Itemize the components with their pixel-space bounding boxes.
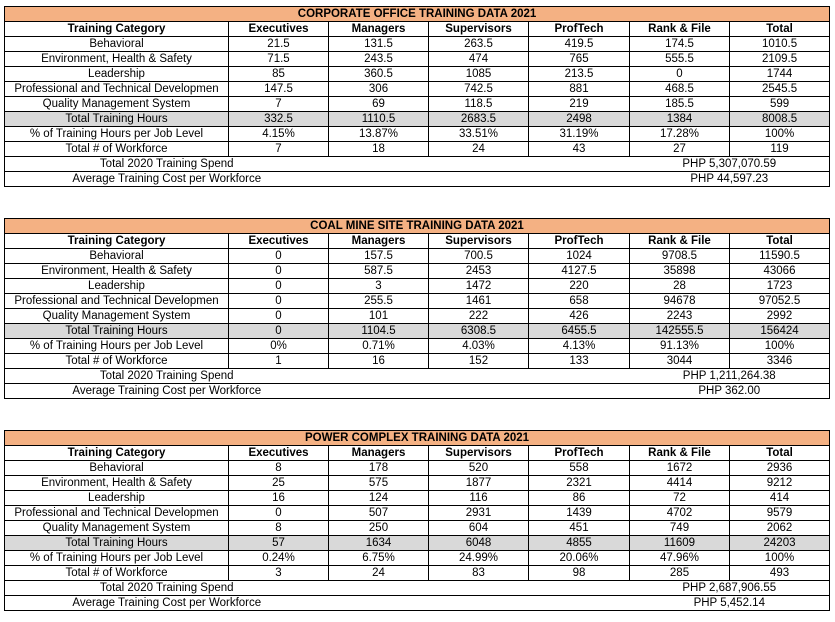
cell-rank-and-file[interactable]: 174.5 xyxy=(630,37,730,52)
table-row xyxy=(5,249,830,264)
spend-row xyxy=(5,369,830,384)
cell-proftech[interactable]: 133 xyxy=(529,354,630,369)
cell-total[interactable]: 9212 xyxy=(730,476,830,491)
cell-managers[interactable]: 6.75% xyxy=(329,551,429,566)
table-row xyxy=(5,37,830,52)
cell-executives[interactable]: 0 xyxy=(229,506,329,521)
cell-executives[interactable]: 16 xyxy=(229,491,329,506)
cell-total[interactable]: 1744 xyxy=(730,67,830,82)
cell-managers[interactable]: 507 xyxy=(329,506,429,521)
row-label[interactable]: Environment, Health & Safety xyxy=(5,264,229,279)
cell-total[interactable]: 119 xyxy=(730,142,830,157)
cell-proftech[interactable]: 419.5 xyxy=(529,37,630,52)
row-label[interactable]: Professional and Technical Developmen xyxy=(5,294,229,309)
column-header-total[interactable]: Total xyxy=(730,22,830,37)
cell-proftech[interactable]: 31.19% xyxy=(529,127,630,142)
cell-executives[interactable]: 1 xyxy=(229,354,329,369)
cell-managers[interactable]: 16 xyxy=(329,354,429,369)
cell-supervisors[interactable]: 24.99% xyxy=(429,551,529,566)
column-header-managers[interactable]: Managers xyxy=(329,446,429,461)
cell-executives[interactable]: 8 xyxy=(229,461,329,476)
column-header-proftech[interactable]: ProfTech xyxy=(529,234,630,249)
row-label[interactable]: Leadership xyxy=(5,279,229,294)
cell-proftech[interactable]: 6455.5 xyxy=(529,324,630,339)
cell-proftech[interactable]: 43 xyxy=(529,142,630,157)
column-header-executives[interactable]: Executives xyxy=(229,22,329,37)
column-header-executives[interactable]: Executives xyxy=(229,234,329,249)
cell-executives[interactable]: 4.15% xyxy=(229,127,329,142)
cell-total[interactable]: 156424 xyxy=(730,324,830,339)
cell-rank-and-file[interactable]: 28 xyxy=(630,279,730,294)
cell-supervisors[interactable]: 222 xyxy=(429,309,529,324)
cell-executives[interactable]: 0 xyxy=(229,249,329,264)
cell-proftech[interactable]: 558 xyxy=(529,461,630,476)
cell-executives[interactable]: 0 xyxy=(229,264,329,279)
column-header-category[interactable]: Training Category xyxy=(5,446,229,461)
cell-proftech[interactable]: 451 xyxy=(529,521,630,536)
cell-rank-and-file[interactable]: 555.5 xyxy=(630,52,730,67)
cell-managers[interactable]: 101 xyxy=(329,309,429,324)
table-row xyxy=(5,491,830,506)
table-row xyxy=(5,521,830,536)
cell-supervisors[interactable]: 2453 xyxy=(429,264,529,279)
table-row xyxy=(5,82,830,97)
table-row xyxy=(5,476,830,491)
spend-label[interactable]: Total 2020 Training Spend xyxy=(5,369,329,384)
cell-executives[interactable]: 57 xyxy=(229,536,329,551)
cell-managers[interactable]: 575 xyxy=(329,476,429,491)
cell-total[interactable]: 2545.5 xyxy=(730,82,830,97)
training-table xyxy=(4,6,830,187)
cell-rank-and-file[interactable]: 4702 xyxy=(630,506,730,521)
cell-supervisors[interactable]: 33.51% xyxy=(429,127,529,142)
table-row xyxy=(5,506,830,521)
training-table xyxy=(4,218,830,399)
cell-managers[interactable]: 0.71% xyxy=(329,339,429,354)
cell-total[interactable]: 493 xyxy=(730,566,830,581)
cell-proftech[interactable]: 1439 xyxy=(529,506,630,521)
cell-total[interactable]: 100% xyxy=(730,339,830,354)
avg-cost-row xyxy=(5,384,830,399)
cell-managers[interactable]: 1110.5 xyxy=(329,112,429,127)
cell-proftech[interactable]: 4855 xyxy=(529,536,630,551)
column-header-proftech[interactable]: ProfTech xyxy=(529,22,630,37)
avg-cost-row xyxy=(5,172,830,187)
avg-cost-value[interactable]: PHP 5,452.14 xyxy=(630,596,830,611)
cell-supervisors[interactable]: 116 xyxy=(429,491,529,506)
cell-supervisors[interactable]: 700.5 xyxy=(429,249,529,264)
percent-row xyxy=(5,339,830,354)
row-label[interactable]: Environment, Health & Safety xyxy=(5,476,229,491)
training-table xyxy=(4,430,830,611)
percent-row xyxy=(5,551,830,566)
row-label[interactable]: Total # of Workforce xyxy=(5,566,229,581)
cell-executives[interactable]: 7 xyxy=(229,97,329,112)
cell-managers[interactable]: 243.5 xyxy=(329,52,429,67)
cell-managers[interactable]: 3 xyxy=(329,279,429,294)
cell-executives[interactable]: 0 xyxy=(229,309,329,324)
table-row xyxy=(5,294,830,309)
cell-supervisors[interactable]: 1472 xyxy=(429,279,529,294)
spend-label[interactable]: Total 2020 Training Spend xyxy=(5,157,329,172)
column-header-supervisors[interactable]: Supervisors xyxy=(429,22,529,37)
blank-cell[interactable] xyxy=(329,581,630,596)
cell-proftech[interactable]: 2498 xyxy=(529,112,630,127)
cell-proftech[interactable]: 881 xyxy=(529,82,630,97)
total-hours-row xyxy=(5,536,830,551)
cell-supervisors[interactable]: 2683.5 xyxy=(429,112,529,127)
cell-proftech[interactable]: 765 xyxy=(529,52,630,67)
row-label[interactable]: Behavioral xyxy=(5,37,229,52)
spend-value[interactable]: PHP 1,211,264.38 xyxy=(630,369,830,384)
cell-rank-and-file[interactable]: 47.96% xyxy=(630,551,730,566)
cell-executives[interactable]: 25 xyxy=(229,476,329,491)
cell-managers[interactable]: 69 xyxy=(329,97,429,112)
cell-supervisors[interactable]: 1461 xyxy=(429,294,529,309)
cell-total[interactable]: 8008.5 xyxy=(730,112,830,127)
table-title[interactable]: COAL MINE SITE TRAINING DATA 2021 xyxy=(5,219,830,234)
total-hours-row xyxy=(5,112,830,127)
cell-supervisors[interactable]: 742.5 xyxy=(429,82,529,97)
table-row xyxy=(5,52,830,67)
total-hours-row xyxy=(5,324,830,339)
row-label[interactable]: Quality Management System xyxy=(5,521,229,536)
spend-value[interactable]: PHP 2,687,906.55 xyxy=(630,581,830,596)
cell-rank-and-file[interactable]: 142555.5 xyxy=(630,324,730,339)
avg-cost-label[interactable]: Average Training Cost per Workforce xyxy=(5,384,329,399)
cell-rank-and-file[interactable]: 3044 xyxy=(630,354,730,369)
cell-supervisors[interactable]: 118.5 xyxy=(429,97,529,112)
cell-supervisors[interactable]: 1877 xyxy=(429,476,529,491)
cell-supervisors[interactable]: 263.5 xyxy=(429,37,529,52)
cell-managers[interactable]: 1634 xyxy=(329,536,429,551)
cell-proftech[interactable]: 1024 xyxy=(529,249,630,264)
cell-total[interactable]: 1723 xyxy=(730,279,830,294)
cell-rank-and-file[interactable]: 72 xyxy=(630,491,730,506)
cell-proftech[interactable]: 20.06% xyxy=(529,551,630,566)
cell-rank-and-file[interactable]: 94678 xyxy=(630,294,730,309)
cell-rank-and-file[interactable]: 4414 xyxy=(630,476,730,491)
cell-executives[interactable]: 8 xyxy=(229,521,329,536)
row-label[interactable]: Behavioral xyxy=(5,461,229,476)
column-header-supervisors[interactable]: Supervisors xyxy=(429,234,529,249)
cell-executives[interactable]: 0 xyxy=(229,279,329,294)
cell-total[interactable]: 1010.5 xyxy=(730,37,830,52)
cell-total[interactable]: 2992 xyxy=(730,309,830,324)
workforce-row xyxy=(5,566,830,581)
column-header-rank-and-file[interactable]: Rank & File xyxy=(630,22,730,37)
cell-supervisors[interactable]: 604 xyxy=(429,521,529,536)
row-label[interactable]: Quality Management System xyxy=(5,97,229,112)
cell-managers[interactable]: 178 xyxy=(329,461,429,476)
cell-proftech[interactable]: 4127.5 xyxy=(529,264,630,279)
cell-total[interactable]: 24203 xyxy=(730,536,830,551)
cell-total[interactable]: 9579 xyxy=(730,506,830,521)
cell-executives[interactable]: 71.5 xyxy=(229,52,329,67)
cell-executives[interactable]: 0 xyxy=(229,294,329,309)
table-title[interactable]: POWER COMPLEX TRAINING DATA 2021 xyxy=(5,431,830,446)
cell-executives[interactable]: 0 xyxy=(229,324,329,339)
row-label[interactable]: Behavioral xyxy=(5,249,229,264)
row-label[interactable]: Leadership xyxy=(5,67,229,82)
row-label[interactable]: Leadership xyxy=(5,491,229,506)
row-label[interactable]: Total Training Hours xyxy=(5,112,229,127)
cell-total[interactable]: 2936 xyxy=(730,461,830,476)
avg-cost-row xyxy=(5,596,830,611)
table-row xyxy=(5,97,830,112)
cell-executives[interactable]: 0.24% xyxy=(229,551,329,566)
blank-cell[interactable] xyxy=(329,596,630,611)
row-label[interactable]: % of Training Hours per Job Level xyxy=(5,551,229,566)
spend-row xyxy=(5,581,830,596)
row-label[interactable]: Total Training Hours xyxy=(5,536,229,551)
cell-supervisors[interactable]: 152 xyxy=(429,354,529,369)
cell-total[interactable]: 100% xyxy=(730,127,830,142)
column-header-total[interactable]: Total xyxy=(730,234,830,249)
cell-managers[interactable]: 255.5 xyxy=(329,294,429,309)
cell-total[interactable]: 2062 xyxy=(730,521,830,536)
avg-cost-label[interactable]: Average Training Cost per Workforce xyxy=(5,596,329,611)
table-row xyxy=(5,279,830,294)
column-header-rank-and-file[interactable]: Rank & File xyxy=(630,234,730,249)
cell-executives[interactable]: 7 xyxy=(229,142,329,157)
row-label[interactable]: Total Training Hours xyxy=(5,324,229,339)
table-row xyxy=(5,264,830,279)
cell-managers[interactable]: 18 xyxy=(329,142,429,157)
blank-cell[interactable] xyxy=(329,369,630,384)
cell-executives[interactable]: 147.5 xyxy=(229,82,329,97)
cell-proftech[interactable]: 658 xyxy=(529,294,630,309)
table-row xyxy=(5,461,830,476)
cell-rank-and-file[interactable]: 1384 xyxy=(630,112,730,127)
cell-total[interactable]: 97052.5 xyxy=(730,294,830,309)
cell-rank-and-file[interactable]: 9708.5 xyxy=(630,249,730,264)
cell-executives[interactable]: 332.5 xyxy=(229,112,329,127)
cell-supervisors[interactable]: 24 xyxy=(429,142,529,157)
cell-total[interactable]: 3346 xyxy=(730,354,830,369)
cell-total[interactable]: 100% xyxy=(730,551,830,566)
cell-proftech[interactable]: 426 xyxy=(529,309,630,324)
cell-managers[interactable]: 124 xyxy=(329,491,429,506)
column-header-category[interactable]: Training Category xyxy=(5,22,229,37)
cell-total[interactable]: 414 xyxy=(730,491,830,506)
cell-executives[interactable]: 85 xyxy=(229,67,329,82)
column-header-total[interactable]: Total xyxy=(730,446,830,461)
cell-rank-and-file[interactable]: 27 xyxy=(630,142,730,157)
cell-total[interactable]: 599 xyxy=(730,97,830,112)
blank-cell[interactable] xyxy=(329,172,630,187)
cell-managers[interactable]: 13.87% xyxy=(329,127,429,142)
table-row xyxy=(5,67,830,82)
workforce-row xyxy=(5,142,830,157)
cell-supervisors[interactable]: 2931 xyxy=(429,506,529,521)
row-label[interactable]: Environment, Health & Safety xyxy=(5,52,229,67)
column-header-managers[interactable]: Managers xyxy=(329,22,429,37)
cell-total[interactable]: 11590.5 xyxy=(730,249,830,264)
cell-rank-and-file[interactable]: 17.28% xyxy=(630,127,730,142)
cell-rank-and-file[interactable]: 749 xyxy=(630,521,730,536)
avg-cost-value[interactable]: PHP 362.00 xyxy=(630,384,830,399)
cell-total[interactable]: 2109.5 xyxy=(730,52,830,67)
cell-proftech[interactable]: 220 xyxy=(529,279,630,294)
spend-value[interactable]: PHP 5,307,070.59 xyxy=(630,157,830,172)
cell-managers[interactable]: 587.5 xyxy=(329,264,429,279)
spend-label[interactable]: Total 2020 Training Spend xyxy=(5,581,329,596)
spend-row xyxy=(5,157,830,172)
percent-row xyxy=(5,127,830,142)
cell-proftech[interactable]: 98 xyxy=(529,566,630,581)
cell-managers[interactable]: 360.5 xyxy=(329,67,429,82)
cell-rank-and-file[interactable]: 185.5 xyxy=(630,97,730,112)
column-header-category[interactable]: Training Category xyxy=(5,234,229,249)
cell-rank-and-file[interactable]: 91.13% xyxy=(630,339,730,354)
row-label[interactable]: Total # of Workforce xyxy=(5,142,229,157)
cell-proftech[interactable]: 86 xyxy=(529,491,630,506)
cell-supervisors[interactable]: 6048 xyxy=(429,536,529,551)
avg-cost-label[interactable]: Average Training Cost per Workforce xyxy=(5,172,329,187)
cell-rank-and-file[interactable]: 285 xyxy=(630,566,730,581)
blank-cell[interactable] xyxy=(329,157,630,172)
column-header-proftech[interactable]: ProfTech xyxy=(529,446,630,461)
cell-rank-and-file[interactable]: 11609 xyxy=(630,536,730,551)
cell-managers[interactable]: 131.5 xyxy=(329,37,429,52)
column-header-rank-and-file[interactable]: Rank & File xyxy=(630,446,730,461)
cell-executives[interactable]: 0% xyxy=(229,339,329,354)
row-label[interactable]: Quality Management System xyxy=(5,309,229,324)
cell-rank-and-file[interactable]: 35898 xyxy=(630,264,730,279)
cell-proftech[interactable]: 219 xyxy=(529,97,630,112)
cell-rank-and-file[interactable]: 2243 xyxy=(630,309,730,324)
column-header-managers[interactable]: Managers xyxy=(329,234,429,249)
row-label[interactable]: % of Training Hours per Job Level xyxy=(5,127,229,142)
workforce-row xyxy=(5,354,830,369)
cell-proftech[interactable]: 213.5 xyxy=(529,67,630,82)
cell-supervisors[interactable]: 83 xyxy=(429,566,529,581)
column-header-executives[interactable]: Executives xyxy=(229,446,329,461)
cell-managers[interactable]: 24 xyxy=(329,566,429,581)
cell-managers[interactable]: 157.5 xyxy=(329,249,429,264)
blank-cell[interactable] xyxy=(329,384,630,399)
cell-managers[interactable]: 250 xyxy=(329,521,429,536)
cell-total[interactable]: 43066 xyxy=(730,264,830,279)
cell-supervisors[interactable]: 474 xyxy=(429,52,529,67)
cell-rank-and-file[interactable]: 0 xyxy=(630,67,730,82)
cell-proftech[interactable]: 2321 xyxy=(529,476,630,491)
cell-supervisors[interactable]: 520 xyxy=(429,461,529,476)
row-label[interactable]: Professional and Technical Developmen xyxy=(5,82,229,97)
table-row xyxy=(5,309,830,324)
cell-rank-and-file[interactable]: 1672 xyxy=(630,461,730,476)
column-header-supervisors[interactable]: Supervisors xyxy=(429,446,529,461)
cell-rank-and-file[interactable]: 468.5 xyxy=(630,82,730,97)
avg-cost-value[interactable]: PHP 44,597.23 xyxy=(630,172,830,187)
row-label[interactable]: Professional and Technical Developmen xyxy=(5,506,229,521)
cell-supervisors[interactable]: 6308.5 xyxy=(429,324,529,339)
cell-executives[interactable]: 3 xyxy=(229,566,329,581)
cell-executives[interactable]: 21.5 xyxy=(229,37,329,52)
cell-supervisors[interactable]: 4.03% xyxy=(429,339,529,354)
cell-managers[interactable]: 306 xyxy=(329,82,429,97)
table-title[interactable]: CORPORATE OFFICE TRAINING DATA 2021 xyxy=(5,7,830,22)
row-label[interactable]: % of Training Hours per Job Level xyxy=(5,339,229,354)
cell-supervisors[interactable]: 1085 xyxy=(429,67,529,82)
cell-managers[interactable]: 1104.5 xyxy=(329,324,429,339)
cell-proftech[interactable]: 4.13% xyxy=(529,339,630,354)
row-label[interactable]: Total # of Workforce xyxy=(5,354,229,369)
